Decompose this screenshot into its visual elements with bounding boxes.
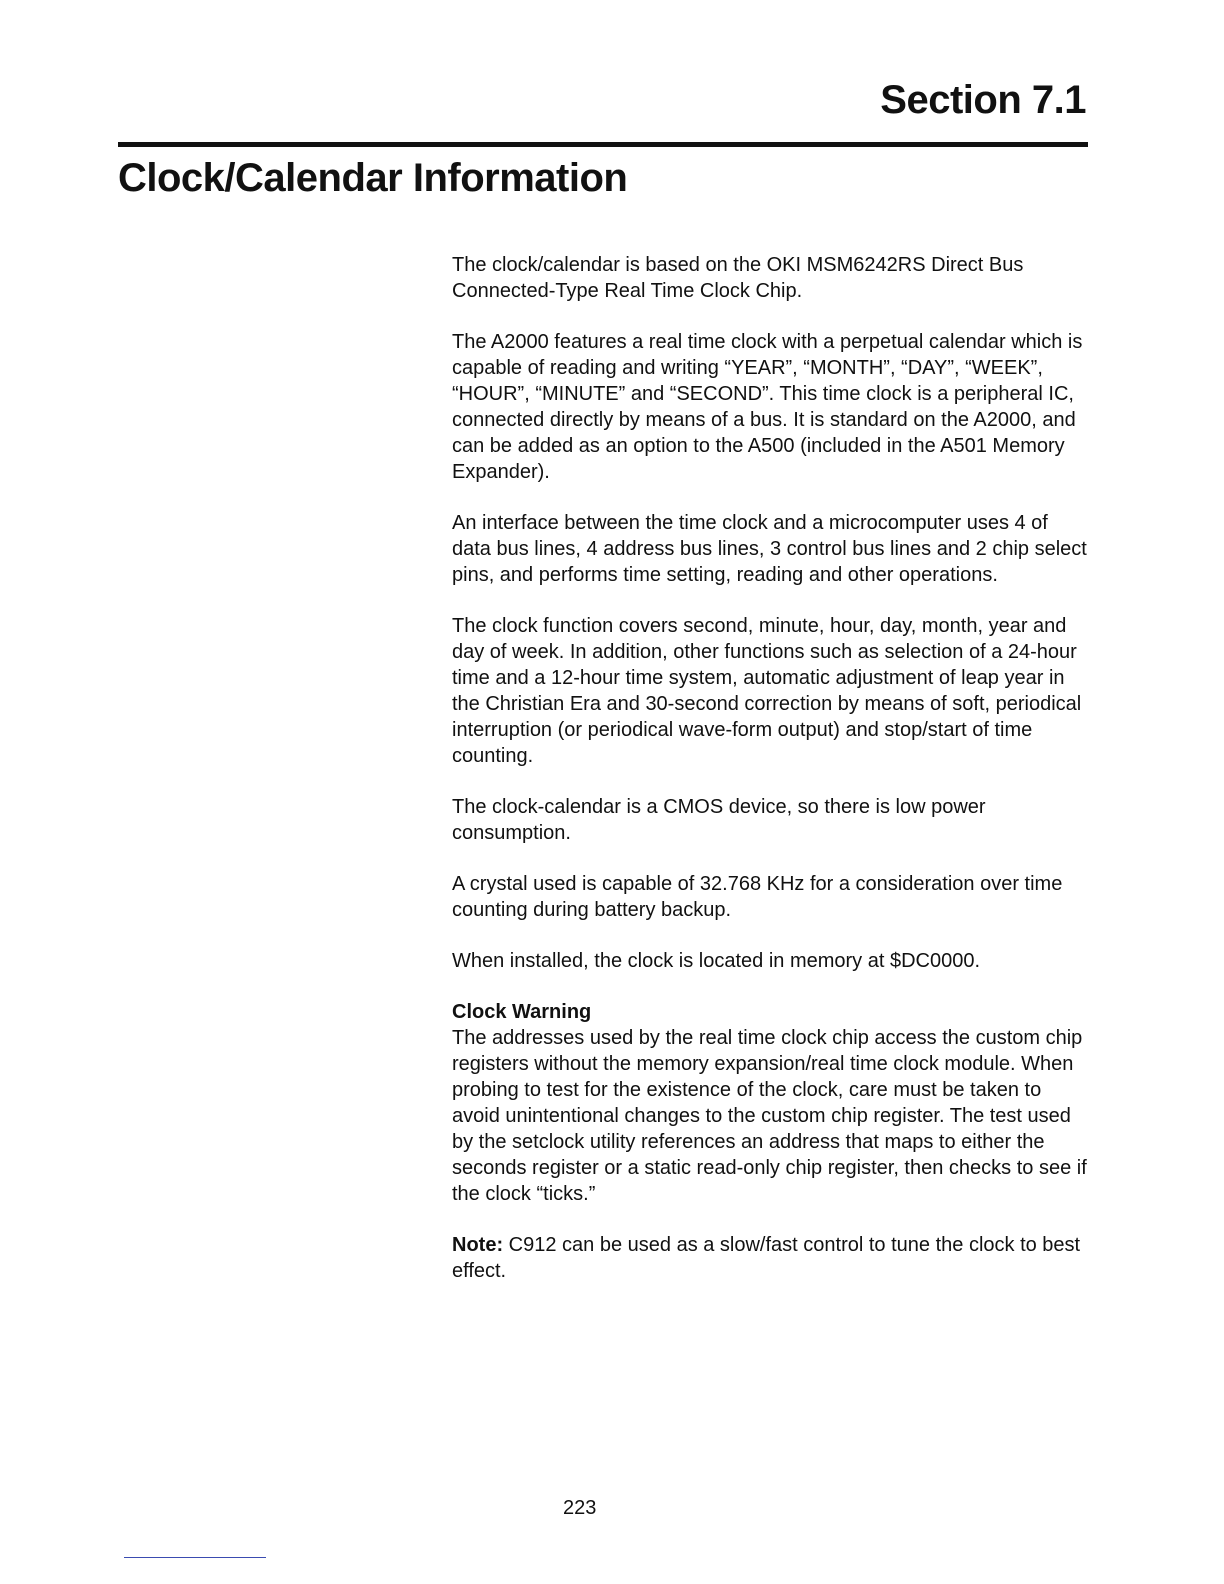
section-label: Section 7.1 — [880, 78, 1086, 122]
clock-warning-text: The addresses used by the real time clock chip access the custom chip registers without the memory expansion/real time clock module. When probing to test for the existence of the clock, care must be taken to avoid unintentional changes to the custom chip register. The test used by the setclock utility references an address that maps to either the seconds register or a static read-only chip register, then checks to see if the clock “ticks.” — [452, 1027, 1087, 1205]
note-block — [452, 1232, 1092, 1284]
clock-warning-block — [452, 999, 1092, 1207]
paragraph-cmos: The clock-calendar is a CMOS device, so there is low power consumption. — [452, 796, 986, 844]
note-text: C912 can be used as a slow/fast control to tune the clock to best effect. — [452, 1234, 1081, 1282]
paragraph-memory-location: When installed, the clock is located in memory at $DC0000. — [452, 950, 981, 972]
header-rule — [118, 142, 1088, 147]
page-number: 223 — [563, 1497, 597, 1519]
body-text — [452, 252, 1092, 1309]
page-title: Clock/Calendar Information — [118, 156, 628, 200]
note-label: Note: — [452, 1234, 504, 1256]
paragraph-interface: An interface between the time clock and a microcomputer uses 4 of data bus lines, 4 address bus lines, 3 control bus lines and 2 chip select pins, and performs time setting, reading and other operations. — [452, 512, 1087, 586]
paragraph-a2000-features: The A2000 features a real time clock with a perpetual calendar which is capable of reading and writing “YEAR”, “MONTH”, “DAY”, “WEEK”, “HOUR”, “MINUTE” and “SECOND”. This time clock is a peripheral IC, connected directly by means of a bus. It is standard on the A2000, and can be added as an option to the A500 (included in the A501 Memory Expander). — [452, 331, 1083, 483]
paragraph-crystal: A crystal used is capable of 32.768 KHz for a consideration over time counting during battery backup. — [452, 873, 1063, 921]
paragraph-chip-intro: The clock/calendar is based on the OKI MSM6242RS Direct Bus Connected-Type Real Time Clock Chip. — [452, 254, 1024, 302]
footer-line — [124, 1557, 266, 1558]
paragraph-clock-function: The clock function covers second, minute, hour, day, month, year and day of week. In addition, other functions such as selection of a 24-hour time and a 12-hour time system, automatic adjustment of leap year in the Christian Era and 30-second correction by means of soft, periodical interruption (or periodical wave-form output) and stop/start of time counting. — [452, 615, 1082, 767]
clock-warning-heading: Clock Warning — [452, 1001, 592, 1023]
